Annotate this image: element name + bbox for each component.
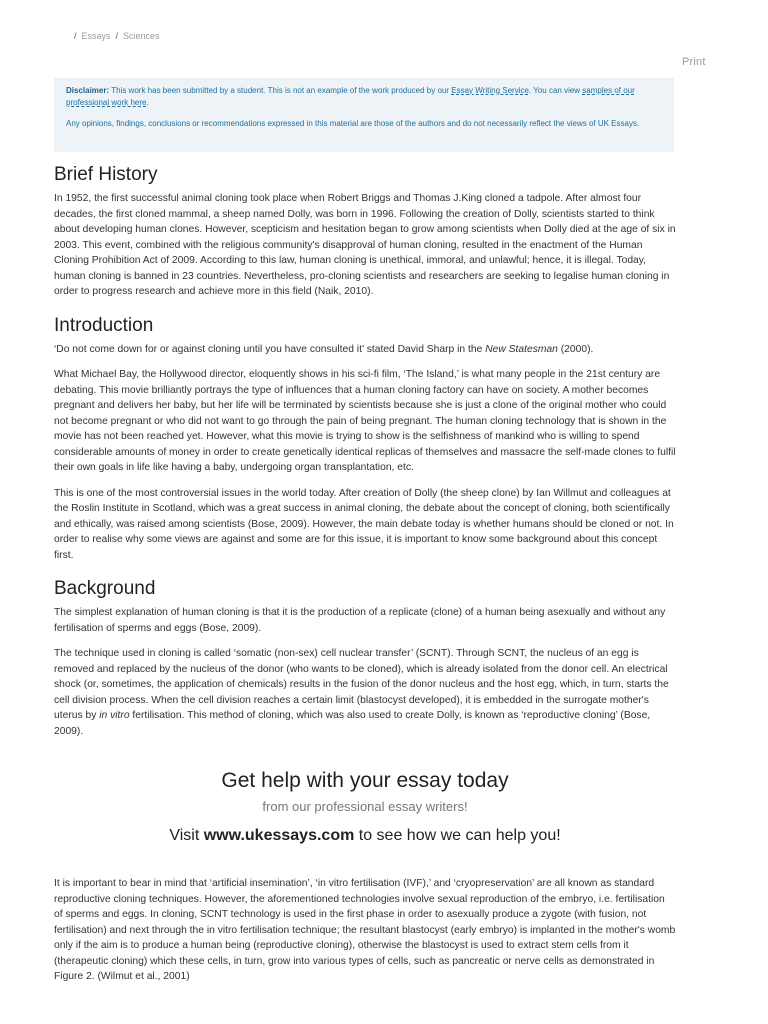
essay-content xyxy=(54,163,676,995)
breadcrumb-essays-link[interactable]: Essays xyxy=(81,31,111,41)
paragraph-part: fertilisation. This method of cloning, which was also used to create Dolly, is known as ‘reproductive cloning’ (Bose, 2009). xyxy=(54,710,651,737)
essay-writing-service-link[interactable]: Essay Writing Service xyxy=(451,86,529,95)
banner-heading: Get help with your essay today xyxy=(221,769,509,792)
heading-background: Background xyxy=(54,578,156,599)
paragraph: The simplest explanation of human cloning is that it is the production of a replicate (clone) of a human being asexually and without any fertilisation of sperms and eggs (Bose, 2009). xyxy=(54,607,666,634)
paragraph: What Michael Bay, the Hollywood director, eloquently shows in his sci-fi film, ‘The Island,’ is what many people in the 21st century are debating. This movie brilliantly portrays the type of influences that a human cloning factory can have on society. A mother becomes pregnant and delivers her baby, but her life will be terminated by scientists because she is just a clone of the original mother who could not become pregnant or who did not want to go through the pain of being pregnant. The human cloning technology that is shown in the movie has not been reached yet. However, what this movie is trying to show is the selfishness of mankind who is willing to spend considerable amounts of money in order to create genetically identical replicas of themselves and massacre the self-made clones to fulfil their own goals in life like having a baby, undergoing organ transplantation, etc. xyxy=(54,369,676,473)
paragraph xyxy=(54,646,676,739)
heading-brief-history: Brief History xyxy=(54,164,158,185)
quote-year: (2000). xyxy=(557,343,594,355)
banner-subheading: from our professional essay writers! xyxy=(262,799,468,814)
paragraph-quote xyxy=(54,342,676,358)
breadcrumb-sciences-link[interactable]: Sciences xyxy=(123,31,160,41)
opinions-disclaimer: Any opinions, findings, conclusions or recommendations expressed in this material are those of the authors and do not necessarily reflect the views of UK Essays. xyxy=(66,119,640,128)
disclaimer-box xyxy=(54,78,674,152)
paragraph-part: The technique used in cloning is called ‘somatic (non-sex) cell nuclear transfer’ (SCNT). Through SCNT, the nucleus of an egg is removed and replaced by the nucleus of the donor (who wants to be cloned), which is already isolated from the donor cell. An electrical shock (or, sometimes, the application of chemicals) results in the fusion of the donor nucleus and the host egg, which, in turn, starts the cell division process. When the cell division reaches a certain limit (blastocyst developed), it is embedded in the surrogate mother's uterus by xyxy=(54,648,669,721)
quote-text: ‘Do not come down for or against cloning until you have consulted it’ stated David Sharp in the xyxy=(54,343,486,355)
disclaimer-text xyxy=(66,85,662,109)
breadcrumb-separator: / xyxy=(74,31,77,41)
banner-visit-text: to see how we can help you! xyxy=(354,827,561,844)
paragraph-italic: in vitro xyxy=(99,710,130,721)
heading-introduction: Introduction xyxy=(54,314,154,336)
paragraph: This is one of the most controversial issues in the world today. After creation of Dolly (the sheep clone) by Ian Willmut and colleagues at the Roslin Institute in Scotland, which was a great success in animal cloning, the debate about the concept of cloning, both scientifically and ethically, was raised among scientists (Bose, 2009). However, the main debate today is whether humans should be cloned or not. In order to realise why some views are against and some are for this issue, it is important to know some background about this concept first. xyxy=(54,487,674,561)
quote-source: New Statesman xyxy=(485,343,558,355)
breadcrumb xyxy=(74,31,165,41)
samples-link[interactable]: samples of our professional work here xyxy=(66,86,635,107)
disclaimer-text-part: This work has been submitted by a student. This is not an example of the work produced by our xyxy=(109,86,452,95)
banner-visit-line xyxy=(54,826,676,846)
disclaimer-text-part: . You can view xyxy=(528,86,583,95)
disclaimer-text-part: . xyxy=(146,98,149,107)
paragraph: It is important to bear in mind that ‘artificial insemination’, ‘in vitro fertilisation (IVF),’ and ‘cryopreservation’ are all known as standard reproductive cloning techniques. However, the aforementioned technologies involve sexual reproduction of the embryo, i.e. fertilisation of sperms and eggs. In cloning, SCNT technology is used in the first phase in order to asexually produce a zygote (with fusion, not fertilisation) and next through the in vitro fertilisation technique; the resultant blastocyst (early embryo) is implanted in the mother's womb only if the aim is to produce a human being (reproductive cloning), otherwise the blastocyst is used to extract stem cells from it (therapeutic cloning) which these cells, in turn, grow into various types of cells, such as pancreatic or nerve cells as demonstrated in Figure 2. (Wilmut et al., 2001) xyxy=(54,878,676,982)
disclaimer-label: Disclaimer: xyxy=(66,86,110,95)
print-button[interactable]: Print xyxy=(682,56,706,68)
breadcrumb-separator: / xyxy=(115,31,119,41)
essay-help-banner xyxy=(54,767,676,846)
paragraph: In 1952, the first successful animal cloning took place when Robert Briggs and Thomas J.King cloned a tadpole. After almost four decades, the first cloned mammal, a sheep named Dolly, was born in 1996. Following the creation of Dolly, scientists started to think about developing human clones. However, scepticism and hesitation began to grow among scientists when Dolly died at the age of six in 2003. This event, combined with the religious community's disapproval of human cloning, resulted in the enactment of the Human Cloning Prohibition Act of 2009. According to this law, human cloning is unethical, immoral, and unlawful; hence, it is illegal. Today, human cloning is banned in 23 countries. Nevertheless, pro-cloning scientists and researchers are seeking to legalise human cloning in order to progress research and achieve more in this field (Naik, 2010). xyxy=(54,193,676,297)
ukessays-link[interactable]: www.ukessays.com xyxy=(203,827,355,844)
banner-visit-text: Visit xyxy=(169,827,204,844)
